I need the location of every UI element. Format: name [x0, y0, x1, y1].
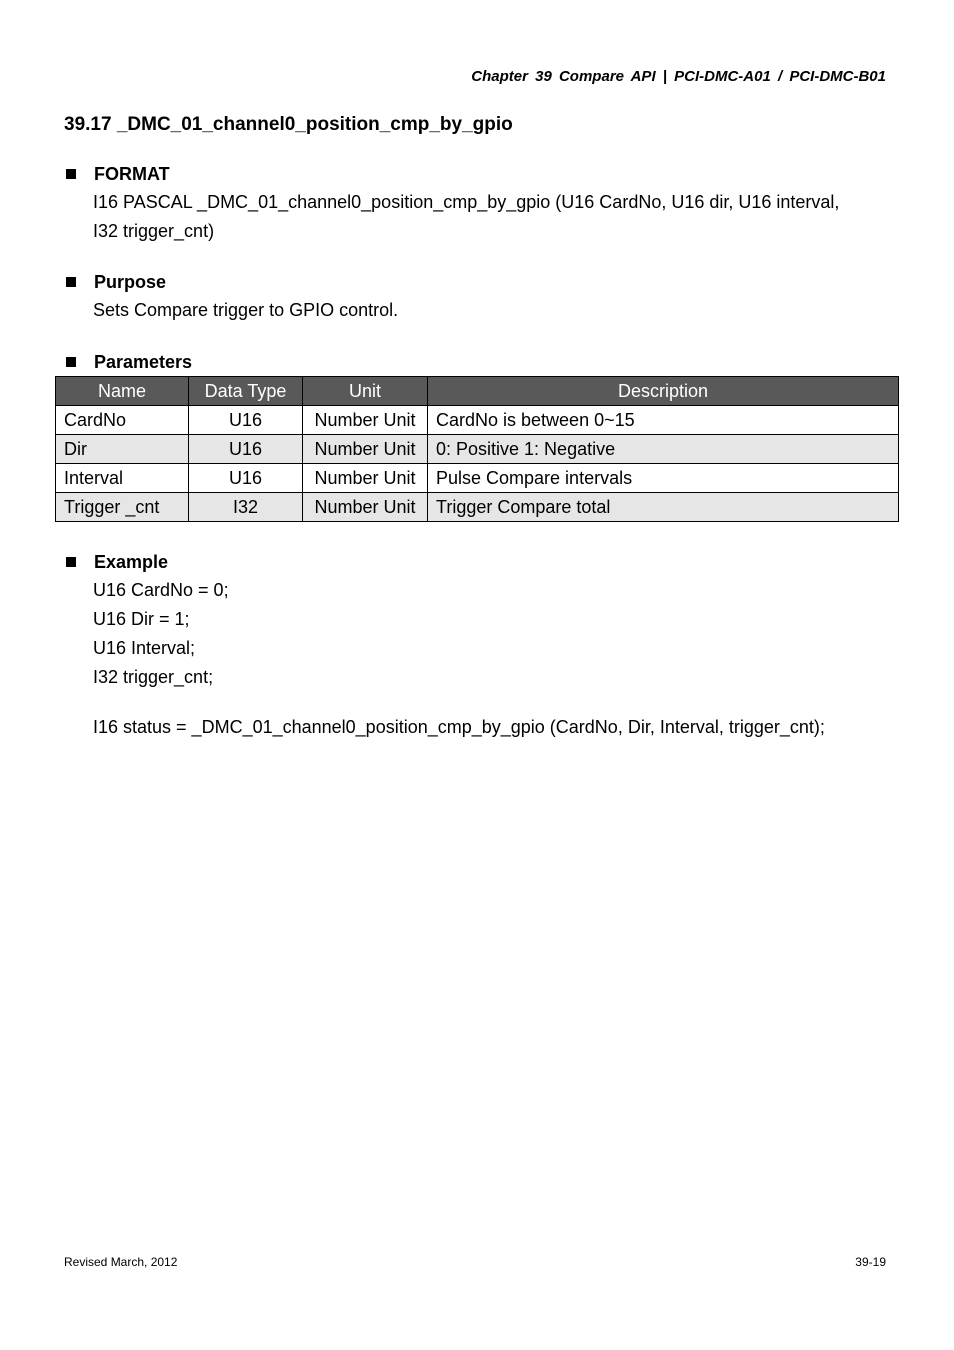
table-cell: 0: Positive 1: Negative: [428, 435, 899, 464]
table-row: [56, 464, 899, 493]
example-line: I32 trigger_cnt;: [93, 667, 214, 687]
section-title: 39.17 _DMC_01_channel0_position_cmp_by_gpio: [64, 114, 513, 135]
example-line: U16 Dir = 1;: [93, 609, 190, 629]
column-header: Unit: [303, 377, 428, 406]
table-cell: U16: [189, 435, 303, 464]
parameters-heading: Parameters: [94, 352, 193, 372]
format-line: I32 trigger_cnt): [93, 221, 215, 241]
column-header: Name: [56, 377, 189, 406]
table-cell: CardNo: [56, 406, 189, 435]
purpose-section: [64, 268, 904, 325]
square-bullet-icon: [66, 557, 76, 567]
table-header-row: [56, 377, 899, 406]
table-cell: U16: [189, 464, 303, 493]
footer-revision: Revised March, 2012: [64, 1255, 178, 1269]
format-section: [64, 160, 904, 246]
table-row: [56, 493, 899, 522]
square-bullet-icon: [66, 169, 76, 179]
table-cell: U16: [189, 406, 303, 435]
example-heading: Example: [94, 552, 169, 572]
table-cell: Trigger Compare total: [428, 493, 899, 522]
purpose-heading: Purpose: [94, 272, 167, 292]
column-header: Description: [428, 377, 899, 406]
table-cell: Number Unit: [303, 464, 428, 493]
table-cell: Trigger _cnt: [56, 493, 189, 522]
format-heading: FORMAT: [94, 164, 170, 184]
table-row: [56, 435, 899, 464]
format-line: I16 PASCAL _DMC_01_channel0_position_cmp_by_gpio (U16 CardNo, U16 dir, U16 interval,: [93, 192, 840, 212]
table-cell: Interval: [56, 464, 189, 493]
table-cell: Dir: [56, 435, 189, 464]
purpose-text: Sets Compare trigger to GPIO control.: [93, 300, 399, 320]
running-header: Chapter 39 Compare API | PCI-DMC-A01 / PCI-DMC-B01: [471, 68, 886, 85]
column-header: Data Type: [189, 377, 303, 406]
table-cell: Pulse Compare intervals: [428, 464, 899, 493]
table-row: [56, 406, 899, 435]
table-cell: Number Unit: [303, 406, 428, 435]
square-bullet-icon: [66, 357, 76, 367]
example-line: U16 CardNo = 0;: [93, 580, 229, 600]
table-cell: CardNo is between 0~15: [428, 406, 899, 435]
example-section: [64, 548, 904, 742]
parameters-section: [64, 348, 904, 376]
example-line: U16 Interval;: [93, 638, 196, 658]
example-call: I16 status = _DMC_01_channel0_position_cmp_by_gpio (CardNo, Dir, Interval, trigger_cnt);: [93, 717, 825, 737]
square-bullet-icon: [66, 277, 76, 287]
footer-page-number: 39-19: [855, 1255, 886, 1269]
table-cell: Number Unit: [303, 435, 428, 464]
parameters-table: [55, 376, 899, 522]
table-cell: I32: [189, 493, 303, 522]
table-cell: Number Unit: [303, 493, 428, 522]
